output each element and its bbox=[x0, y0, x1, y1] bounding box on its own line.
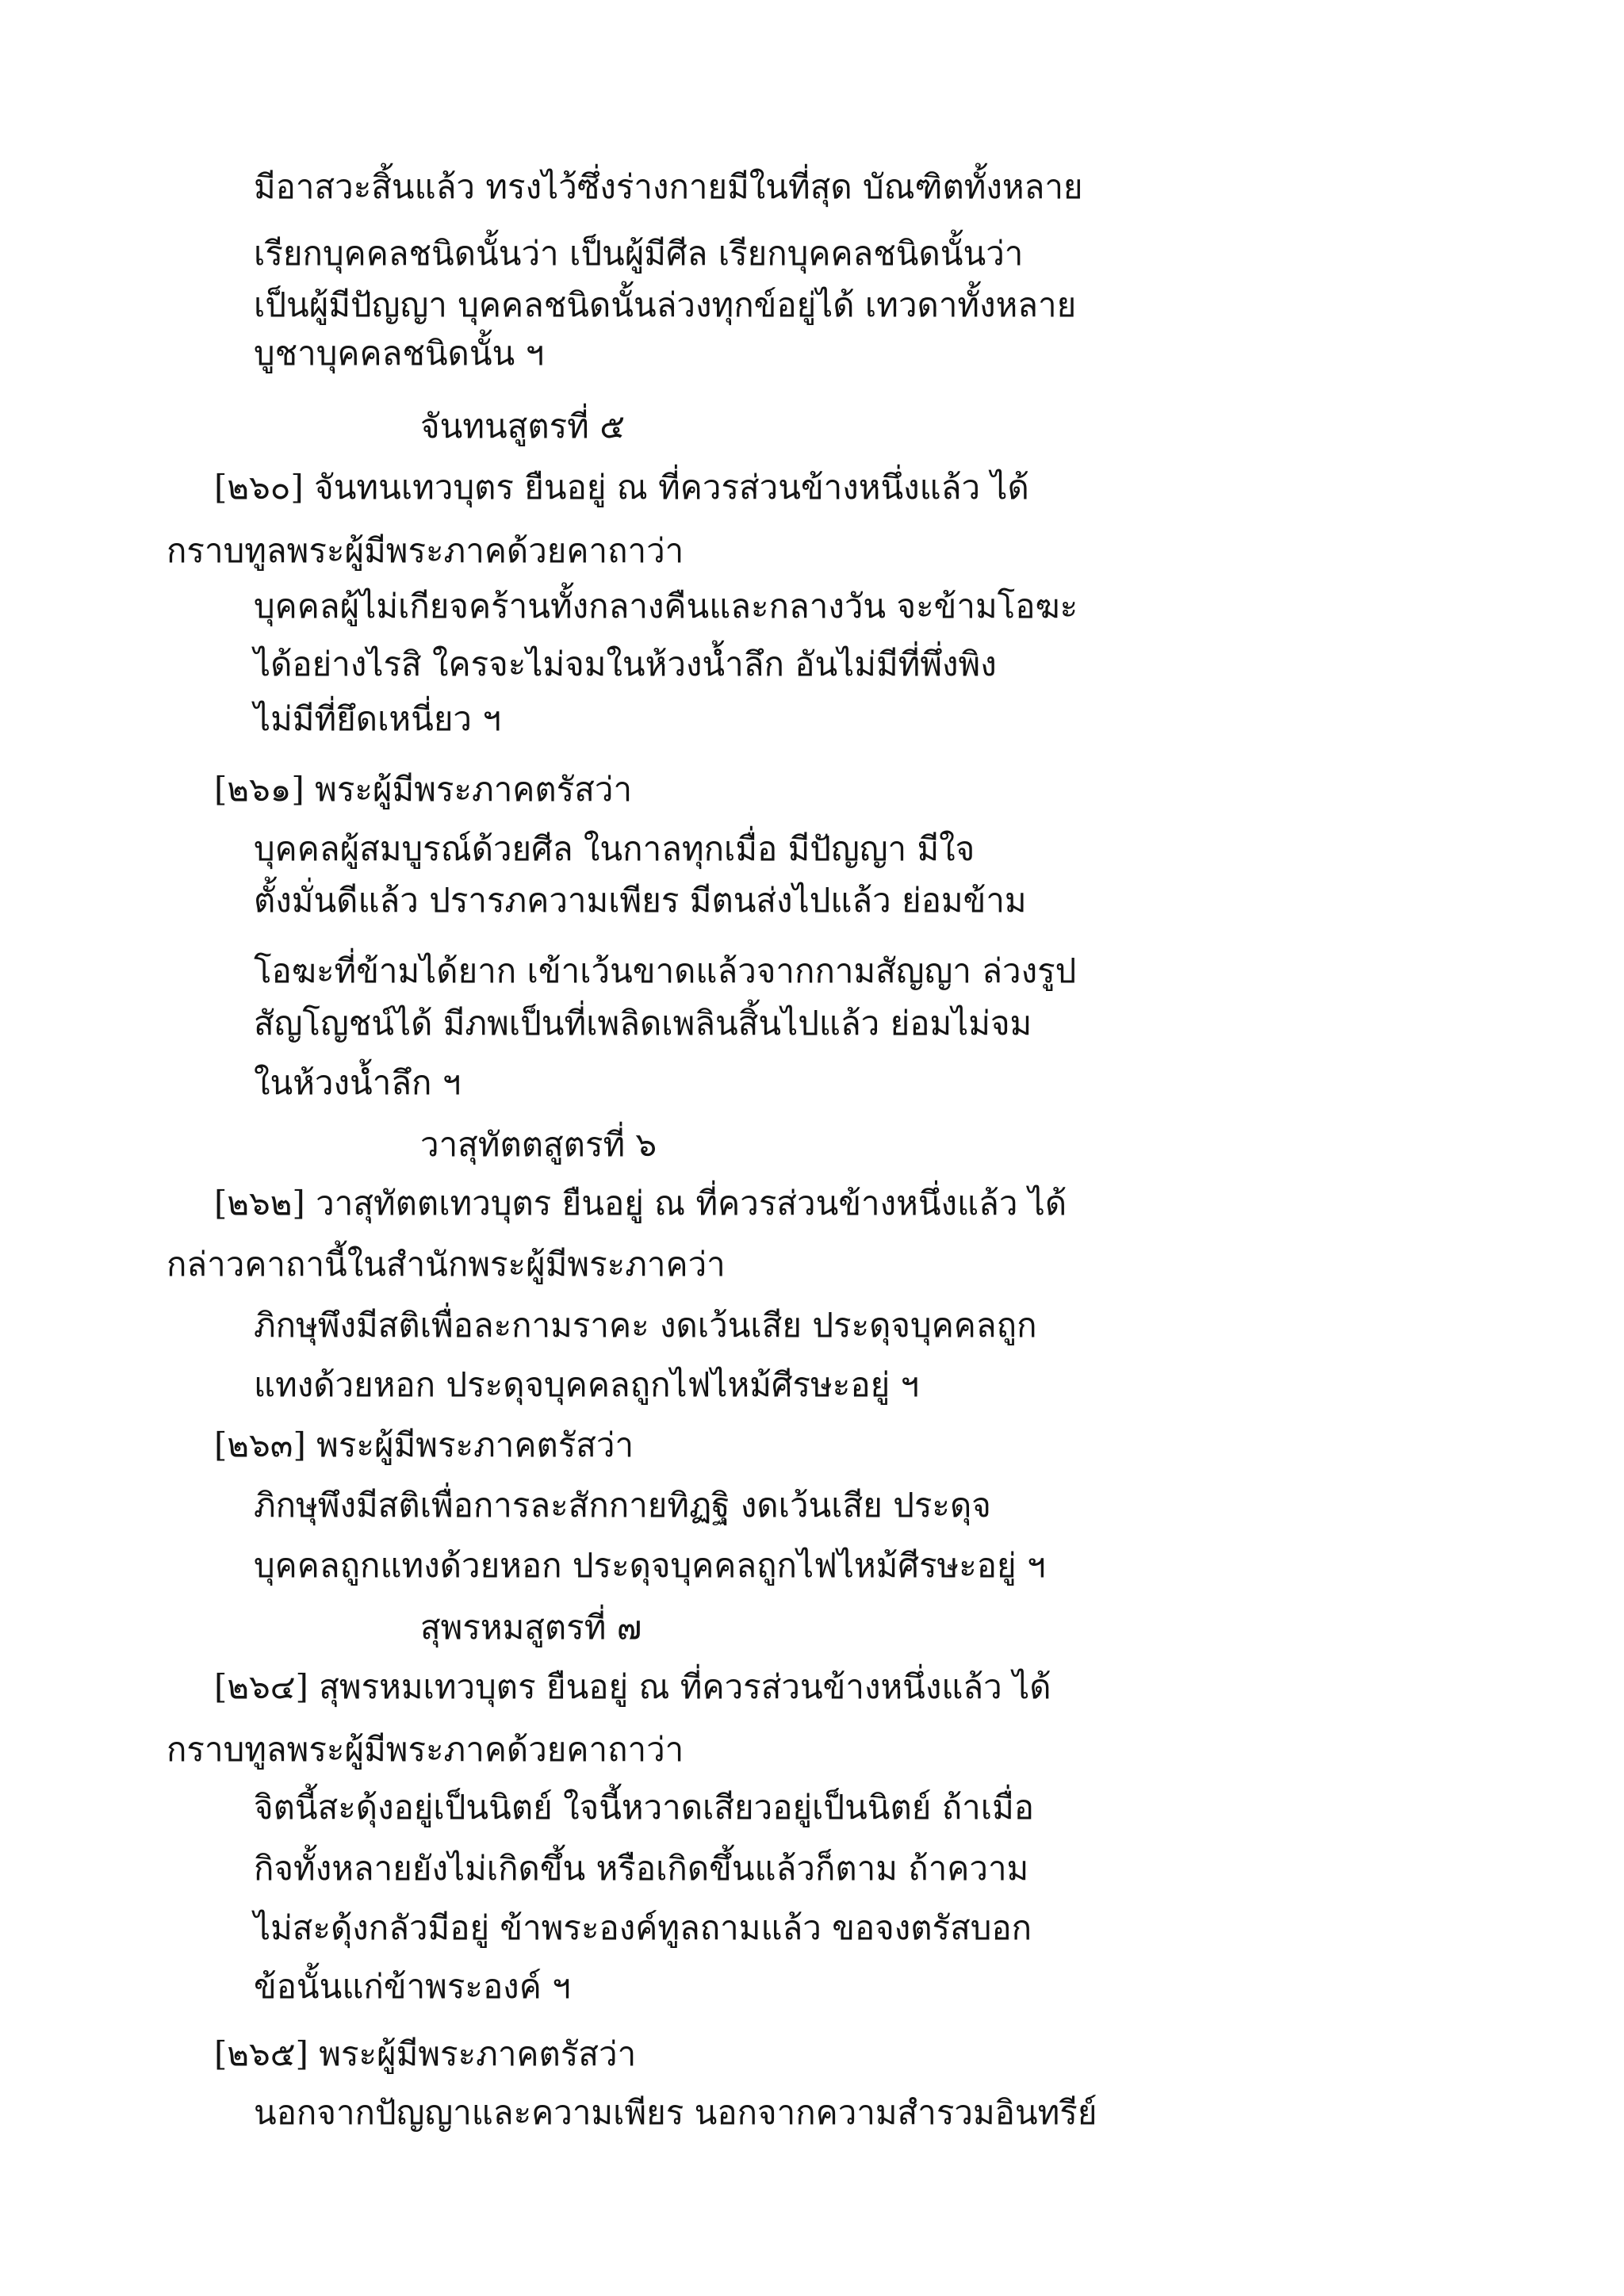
verse-line: สัญโญชน์ได้ มีภพเป็นที่เพลิดเพลินสิ้นไปแล้ว ย่อมไม่จม bbox=[254, 1004, 1032, 1043]
paragraph-line: [๒๖๑] พระผู้มีพระภาคตรัสว่า bbox=[214, 770, 633, 809]
verse-line: กิจทั้งหลายยังไม่เกิดขึ้น หรือเกิดขึ้นแล้วก็ตาม ถ้าความ bbox=[254, 1849, 1029, 1888]
paragraph-line: [๒๖๒] วาสุทัตตเทวบุตร ยืนอยู่ ณ ที่ควรส่วนข้างหนึ่งแล้ว ได้ bbox=[214, 1184, 1067, 1223]
verse-line: บุคคลผู้สมบูรณ์ด้วยศีล ในกาลทุกเมื่อ มีปัญญา มีใจ bbox=[254, 829, 975, 868]
verse-line: ข้อนั้นแก่ข้าพระองค์ ฯ bbox=[254, 1967, 571, 2006]
verse-line: แทงด้วยหอก ประดุจบุคคลถูกไฟไหม้ศีรษะอยู่ ฯ bbox=[254, 1365, 920, 1404]
paragraph-line: [๒๖๔] สุพรหมเทวบุตร ยืนอยู่ ณ ที่ควรส่วนข้างหนึ่งแล้ว ได้ bbox=[214, 1667, 1051, 1706]
verse-line: จิตนี้สะดุ้งอยู่เป็นนิตย์ ใจนี้หวาดเสียวอยู่เป็นนิตย์ ถ้าเมื่อ bbox=[254, 1788, 1035, 1827]
verse-line: โอฆะที่ข้ามได้ยาก เข้าเว้นขาดแล้วจากกามสัญญา ล่วงรูป bbox=[254, 951, 1077, 990]
verse-line: เรียกบุคคลชนิดนั้นว่า เป็นผู้มีศีล เรียกบุคคลชนิดนั้นว่า bbox=[254, 234, 1024, 273]
verse-line: ได้อย่างไรสิ ใครจะไม่จมในห้วงน้ำลึก อันไม่มีที่พึ่งพิง bbox=[254, 645, 997, 683]
verse-line: บูชาบุคคลชนิดนั้น ฯ bbox=[254, 334, 545, 373]
verse-line: นอกจากปัญญาและความเพียร นอกจากความสำรวมอินทรีย์ bbox=[254, 2093, 1097, 2132]
verse-line: ในห้วงน้ำลึก ฯ bbox=[254, 1063, 462, 1102]
verse-line: ไม่มีที่ยึดเหนี่ยว ฯ bbox=[254, 699, 501, 738]
verse-line: บุคคลถูกแทงด้วยหอก ประดุจบุคคลถูกไฟไหม้ศีรษะอยู่ ฯ bbox=[254, 1546, 1046, 1585]
paragraph-line: กล่าวคาถานี้ในสำนักพระผู้มีพระภาคว่า bbox=[167, 1245, 726, 1284]
paragraph-line: กราบทูลพระผู้มีพระภาคด้วยคาถาว่า bbox=[167, 531, 684, 570]
paragraph-line: [๒๖๓] พระผู้มีพระภาคตรัสว่า bbox=[214, 1425, 634, 1464]
verse-line: มีอาสวะสิ้นแล้ว ทรงไว้ซึ่งร่างกายมีในที่สุด บัณฑิตทั้งหลาย bbox=[254, 167, 1083, 206]
verse-line: ไม่สะดุ้งกลัวมีอยู่ ข้าพระองค์ทูลถามแล้ว ขอจงตรัสบอก bbox=[254, 1908, 1032, 1947]
verse-line: ตั้งมั่นดีแล้ว ปรารภความเพียร มีตนส่งไปแล้ว ย่อมข้าม bbox=[254, 881, 1027, 920]
verse-line: ภิกษุพึงมีสติเพื่อการละสักกายทิฏฐิ งดเว้นเสีย ประดุจ bbox=[254, 1486, 991, 1525]
verse-line: ภิกษุพึงมีสติเพื่อละกามราคะ งดเว้นเสีย ประดุจบุคคลถูก bbox=[254, 1306, 1037, 1345]
sutta-title: สุพรหมสูตรที่ ๗ bbox=[420, 1608, 642, 1647]
sutta-title: วาสุทัตตสูตรที่ ๖ bbox=[420, 1125, 657, 1164]
paragraph-line: [๒๖๕] พระผู้มีพระภาคตรัสว่า bbox=[214, 2034, 637, 2073]
verse-line: เป็นผู้มีปัญญา บุคคลชนิดนั้นล่วงทุกข์อยู่ได้ เทวดาทั้งหลาย bbox=[254, 285, 1077, 324]
sutta-title: จันทนสูตรที่ ๕ bbox=[420, 407, 626, 446]
paragraph-line: กราบทูลพระผู้มีพระภาคด้วยคาถาว่า bbox=[167, 1730, 684, 1769]
verse-line: บุคคลผู้ไม่เกียจคร้านทั้งกลางคืนและกลางวัน จะข้ามโอฆะ bbox=[254, 587, 1078, 626]
paragraph-line: [๒๖๐] จันทนเทวบุตร ยืนอยู่ ณ ที่ควรส่วนข้างหนึ่งแล้ว ได้ bbox=[214, 468, 1029, 507]
